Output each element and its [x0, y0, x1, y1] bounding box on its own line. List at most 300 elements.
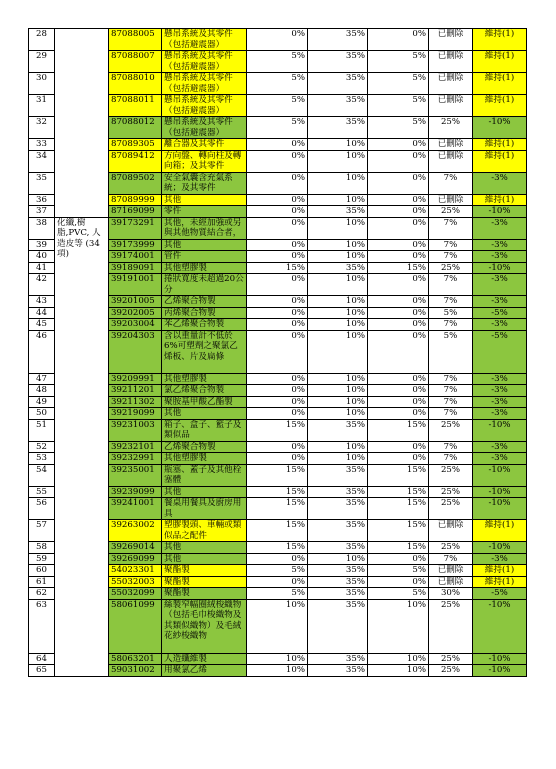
rate-d: 25% [429, 542, 473, 554]
row-number: 61 [29, 576, 55, 588]
rate-a: 0% [247, 239, 308, 251]
rate-b: 35% [308, 51, 368, 73]
rate-c: 5% [368, 51, 429, 73]
rate-change: -10% [473, 464, 527, 486]
row-number: 51 [29, 419, 55, 441]
tariff-code: 39231003 [109, 419, 162, 441]
rate-c: 15% [368, 464, 429, 486]
rate-c: 0% [368, 150, 429, 172]
item-description: 其他塑膠製 [162, 262, 247, 274]
rate-b: 10% [308, 239, 368, 251]
row-number: 39 [29, 239, 55, 251]
rate-d: 5% [429, 330, 473, 373]
rate-d: 已刪除 [429, 150, 473, 172]
rate-a: 5% [247, 588, 308, 600]
rate-change: -3% [473, 396, 527, 408]
rate-a: 15% [247, 498, 308, 520]
rate-c: 5% [368, 588, 429, 600]
tariff-code: 87089412 [109, 150, 162, 172]
rate-change: -10% [473, 486, 527, 498]
rate-d: 25% [429, 599, 473, 653]
rate-d: 7% [429, 553, 473, 565]
rate-change: 維持(1) [473, 520, 527, 542]
rate-c: 0% [368, 330, 429, 373]
rate-a: 0% [247, 296, 308, 308]
rate-c: 0% [368, 139, 429, 151]
rate-change: 維持(1) [473, 150, 527, 172]
rate-a: 0% [247, 441, 308, 453]
rate-c: 15% [368, 486, 429, 498]
rate-a: 15% [247, 464, 308, 486]
rate-change: 維持(1) [473, 194, 527, 206]
tariff-code: 55032003 [109, 576, 162, 588]
rate-a: 15% [247, 419, 308, 441]
rate-c: 0% [368, 396, 429, 408]
rate-a: 0% [247, 150, 308, 172]
rate-b: 35% [308, 565, 368, 577]
category-cell-blank [55, 29, 109, 218]
tariff-code: 58063201 [109, 653, 162, 665]
rate-a: 0% [247, 251, 308, 263]
item-description: 安全氣囊含充氣系統；及其零件 [162, 172, 247, 194]
tariff-code: 39232101 [109, 441, 162, 453]
rate-b: 10% [308, 296, 368, 308]
tariff-code: 39211302 [109, 396, 162, 408]
rate-b: 10% [308, 139, 368, 151]
row-number: 52 [29, 441, 55, 453]
rate-b: 35% [308, 542, 368, 554]
tariff-code: 39174001 [109, 251, 162, 263]
row-number: 54 [29, 464, 55, 486]
item-description: 其他塑膠製 [162, 373, 247, 385]
rate-change: -5% [473, 307, 527, 319]
rate-d: 已刪除 [429, 29, 473, 51]
row-number: 35 [29, 172, 55, 194]
item-description: 管件 [162, 251, 247, 263]
rate-change: -3% [473, 385, 527, 397]
rate-b: 10% [308, 217, 368, 239]
rate-a: 15% [247, 520, 308, 542]
row-number: 53 [29, 453, 55, 465]
rate-d: 已刪除 [429, 51, 473, 73]
rate-change: -10% [473, 262, 527, 274]
rate-a: 0% [247, 194, 308, 206]
rate-d: 5% [429, 307, 473, 319]
rate-c: 0% [368, 453, 429, 465]
rate-c: 15% [368, 262, 429, 274]
rate-a: 10% [247, 653, 308, 665]
rate-d: 25% [429, 665, 473, 677]
rate-d: 7% [429, 217, 473, 239]
rate-d: 已刪除 [429, 73, 473, 95]
rate-d: 25% [429, 419, 473, 441]
rate-a: 0% [247, 385, 308, 397]
row-number: 43 [29, 296, 55, 308]
rate-c: 15% [368, 520, 429, 542]
rate-b: 35% [308, 29, 368, 51]
rate-c: 10% [368, 653, 429, 665]
rate-a: 5% [247, 565, 308, 577]
row-number: 49 [29, 396, 55, 408]
rate-b: 35% [308, 498, 368, 520]
item-description: 氯乙烯聚合物製 [162, 385, 247, 397]
rate-a: 15% [247, 486, 308, 498]
rate-a: 0% [247, 396, 308, 408]
rate-d: 7% [429, 172, 473, 194]
row-number: 46 [29, 330, 55, 373]
rate-change: 維持(1) [473, 95, 527, 117]
row-number: 48 [29, 385, 55, 397]
item-description: 離合器及其零件 [162, 139, 247, 151]
item-description: 聚酯製 [162, 565, 247, 577]
row-number: 30 [29, 73, 55, 95]
rate-change: -3% [473, 251, 527, 263]
rate-b: 35% [308, 464, 368, 486]
rate-b: 10% [308, 307, 368, 319]
row-number: 37 [29, 206, 55, 218]
rate-b: 35% [308, 653, 368, 665]
rate-b: 10% [308, 396, 368, 408]
tariff-code: 59031002 [109, 665, 162, 677]
row-number: 64 [29, 653, 55, 665]
tariff-code: 87169099 [109, 206, 162, 218]
item-description: 絲製窄幅圈絨梭織物（包括毛巾梭織物及其類似織物）及毛絨花紗梭織物 [162, 599, 247, 653]
tariff-code: 39235001 [109, 464, 162, 486]
tariff-code: 87088007 [109, 51, 162, 73]
rate-a: 10% [247, 665, 308, 677]
rate-change: 維持(1) [473, 576, 527, 588]
row-number: 41 [29, 262, 55, 274]
rate-c: 0% [368, 319, 429, 331]
rate-b: 10% [308, 274, 368, 296]
rate-d: 25% [429, 262, 473, 274]
rate-d: 已刪除 [429, 194, 473, 206]
rate-b: 35% [308, 206, 368, 218]
row-number: 44 [29, 307, 55, 319]
row-number: 55 [29, 486, 55, 498]
tariff-code: 55032099 [109, 588, 162, 600]
rate-change: -10% [473, 599, 527, 653]
rate-change: -3% [473, 553, 527, 565]
rate-c: 0% [368, 274, 429, 296]
rate-change: -3% [473, 239, 527, 251]
tariff-code: 39202005 [109, 307, 162, 319]
rate-b: 35% [308, 95, 368, 117]
rate-change: -10% [473, 665, 527, 677]
tariff-code: 39219099 [109, 408, 162, 420]
tariff-table [28, 28, 527, 677]
tariff-code: 39209991 [109, 373, 162, 385]
item-description: 其他 [162, 194, 247, 206]
rate-change: -3% [473, 296, 527, 308]
row-number: 57 [29, 520, 55, 542]
rate-change: 維持(1) [473, 73, 527, 95]
rate-change: -3% [473, 408, 527, 420]
category-cell: 化纖,樹脂,PVC, 人造皮等 (34項) [55, 217, 109, 676]
tariff-code: 39211201 [109, 385, 162, 397]
rate-b: 35% [308, 588, 368, 600]
tariff-code: 39269014 [109, 542, 162, 554]
tariff-code: 39173291 [109, 217, 162, 239]
rate-d: 25% [429, 206, 473, 218]
item-description: 含以重量計不低於6%可塑劑之聚氯乙烯板、片及扁條 [162, 330, 247, 373]
row-number: 60 [29, 565, 55, 577]
rate-change: -3% [473, 373, 527, 385]
rate-d: 7% [429, 251, 473, 263]
rate-b: 10% [308, 373, 368, 385]
rate-d: 25% [429, 117, 473, 139]
tariff-code: 87088012 [109, 117, 162, 139]
rate-c: 0% [368, 441, 429, 453]
item-description: 懸吊系統及其零件（包括避震器） [162, 117, 247, 139]
rate-c: 0% [368, 217, 429, 239]
row-number: 32 [29, 117, 55, 139]
rate-d: 25% [429, 464, 473, 486]
item-description: 用聚氯乙烯 [162, 665, 247, 677]
rate-b: 35% [308, 599, 368, 653]
rate-c: 0% [368, 408, 429, 420]
rate-d: 7% [429, 239, 473, 251]
tariff-code: 39204303 [109, 330, 162, 373]
rate-b: 10% [308, 408, 368, 420]
tariff-code: 39173999 [109, 239, 162, 251]
tariff-code: 87088011 [109, 95, 162, 117]
rate-c: 5% [368, 117, 429, 139]
rate-a: 0% [247, 408, 308, 420]
tariff-code: 39203004 [109, 319, 162, 331]
rate-a: 0% [247, 217, 308, 239]
item-description: 苯乙烯聚合物製 [162, 319, 247, 331]
item-description: 瓶塞、蓋子及其他栓塞體 [162, 464, 247, 486]
item-description: 其他 [162, 239, 247, 251]
rate-b: 10% [308, 319, 368, 331]
row-number: 31 [29, 95, 55, 117]
rate-b: 35% [308, 419, 368, 441]
rate-a: 10% [247, 599, 308, 653]
rate-c: 15% [368, 419, 429, 441]
tariff-code: 39269099 [109, 553, 162, 565]
row-number: 29 [29, 51, 55, 73]
rate-d: 已刪除 [429, 95, 473, 117]
tariff-code: 54023301 [109, 565, 162, 577]
rate-b: 35% [308, 117, 368, 139]
item-description: 其他塑膠製 [162, 453, 247, 465]
table-body [29, 29, 527, 677]
row-number: 28 [29, 29, 55, 51]
item-description: 其他 [162, 542, 247, 554]
rate-b: 35% [308, 576, 368, 588]
item-description: 箱子、盒子、籃子及類似品 [162, 419, 247, 441]
rate-change: 維持(1) [473, 139, 527, 151]
rate-a: 0% [247, 274, 308, 296]
rate-change: -10% [473, 498, 527, 520]
rate-b: 35% [308, 665, 368, 677]
tariff-code: 87089999 [109, 194, 162, 206]
rate-c: 10% [368, 599, 429, 653]
rate-a: 5% [247, 73, 308, 95]
row-number: 63 [29, 599, 55, 653]
rate-d: 7% [429, 373, 473, 385]
rate-d: 7% [429, 385, 473, 397]
rate-a: 0% [247, 319, 308, 331]
rate-a: 0% [247, 373, 308, 385]
item-description: 懸吊系統及其零件（包括避震器） [162, 73, 247, 95]
tariff-code: 87089305 [109, 139, 162, 151]
rate-b: 10% [308, 441, 368, 453]
rate-a: 15% [247, 262, 308, 274]
tariff-code: 87088010 [109, 73, 162, 95]
rate-b: 10% [308, 385, 368, 397]
rate-d: 已刪除 [429, 565, 473, 577]
rate-d: 7% [429, 296, 473, 308]
rate-change: -3% [473, 441, 527, 453]
table-row [29, 29, 527, 51]
rate-change: -10% [473, 653, 527, 665]
rate-c: 0% [368, 373, 429, 385]
item-description: 其他 [162, 553, 247, 565]
item-description: 懸吊系統及其零件（包括避震器） [162, 51, 247, 73]
rate-d: 25% [429, 498, 473, 520]
row-number: 45 [29, 319, 55, 331]
item-description: 捲狀寬度未超過20公分 [162, 274, 247, 296]
item-description: 聚酯製 [162, 588, 247, 600]
tariff-code: 39232991 [109, 453, 162, 465]
item-description: 乙烯聚合物製 [162, 441, 247, 453]
rate-c: 0% [368, 307, 429, 319]
tariff-code: 87089502 [109, 172, 162, 194]
tariff-code: 39189091 [109, 262, 162, 274]
item-description: 其他 [162, 486, 247, 498]
row-number: 58 [29, 542, 55, 554]
rate-change: -10% [473, 117, 527, 139]
row-number: 34 [29, 150, 55, 172]
rate-c: 10% [368, 665, 429, 677]
row-number: 38 [29, 217, 55, 239]
rate-change: -3% [473, 319, 527, 331]
rate-d: 30% [429, 588, 473, 600]
rate-a: 0% [247, 29, 308, 51]
rate-b: 10% [308, 172, 368, 194]
rate-change: -5% [473, 588, 527, 600]
rate-a: 0% [247, 172, 308, 194]
item-description: 懸吊系統及其零件（包括避震器） [162, 95, 247, 117]
rate-a: 0% [247, 330, 308, 373]
rate-d: 25% [429, 486, 473, 498]
row-number: 56 [29, 498, 55, 520]
rate-b: 10% [308, 553, 368, 565]
rate-c: 15% [368, 542, 429, 554]
rate-change: 維持(1) [473, 51, 527, 73]
item-description: 方向盤、轉向柱及轉向箱；及其零件 [162, 150, 247, 172]
row-number: 40 [29, 251, 55, 263]
item-description: 丙烯聚合物製 [162, 307, 247, 319]
rate-c: 0% [368, 194, 429, 206]
rate-change: 維持(1) [473, 565, 527, 577]
rate-b: 35% [308, 520, 368, 542]
rate-d: 已刪除 [429, 139, 473, 151]
rate-c: 5% [368, 73, 429, 95]
item-description: 乙烯聚合物製 [162, 296, 247, 308]
rate-c: 0% [368, 385, 429, 397]
rate-b: 35% [308, 73, 368, 95]
tariff-code: 39263002 [109, 520, 162, 542]
row-number: 62 [29, 588, 55, 600]
rate-a: 0% [247, 139, 308, 151]
row-number: 42 [29, 274, 55, 296]
rate-a: 0% [247, 307, 308, 319]
rate-b: 10% [308, 330, 368, 373]
tariff-code: 39241001 [109, 498, 162, 520]
rate-c: 0% [368, 576, 429, 588]
rate-b: 10% [308, 251, 368, 263]
rate-change: -3% [473, 274, 527, 296]
rate-change: 維持(1) [473, 29, 527, 51]
rate-d: 7% [429, 274, 473, 296]
rate-change: -5% [473, 330, 527, 373]
tariff-code: 39201005 [109, 296, 162, 308]
item-description: 零件 [162, 206, 247, 218]
rate-change: -10% [473, 542, 527, 554]
rate-d: 7% [429, 441, 473, 453]
rate-a: 0% [247, 453, 308, 465]
item-description: 懸吊系統及其零件（包括避震器） [162, 29, 247, 51]
rate-d: 7% [429, 319, 473, 331]
table-row [29, 217, 527, 239]
row-number: 59 [29, 553, 55, 565]
rate-b: 10% [308, 194, 368, 206]
rate-c: 5% [368, 565, 429, 577]
rate-c: 15% [368, 498, 429, 520]
rate-c: 0% [368, 251, 429, 263]
rate-change: -3% [473, 217, 527, 239]
rate-d: 7% [429, 453, 473, 465]
rate-change: -3% [473, 172, 527, 194]
rate-c: 0% [368, 296, 429, 308]
rate-b: 10% [308, 453, 368, 465]
rate-b: 35% [308, 486, 368, 498]
rate-a: 5% [247, 95, 308, 117]
rate-c: 0% [368, 172, 429, 194]
rate-d: 已刪除 [429, 576, 473, 588]
item-description: 其他，未經加強或另與其他物質結合者， [162, 217, 247, 239]
item-description: 其他 [162, 408, 247, 420]
rate-change: -10% [473, 206, 527, 218]
row-number: 47 [29, 373, 55, 385]
rate-b: 10% [308, 150, 368, 172]
tariff-code: 58061099 [109, 599, 162, 653]
item-description: 聚酯製 [162, 576, 247, 588]
item-description: 塑膠製頭、車輛或類似品之配件 [162, 520, 247, 542]
rate-d: 25% [429, 653, 473, 665]
tariff-code: 39239099 [109, 486, 162, 498]
row-number: 50 [29, 408, 55, 420]
row-number: 36 [29, 194, 55, 206]
rate-c: 0% [368, 206, 429, 218]
rate-a: 0% [247, 553, 308, 565]
rate-c: 0% [368, 239, 429, 251]
item-description: 餐桌用餐具及廚房用具 [162, 498, 247, 520]
row-number: 65 [29, 665, 55, 677]
rate-a: 5% [247, 51, 308, 73]
rate-change: -10% [473, 419, 527, 441]
item-description: 聚胺基甲酸乙酯製 [162, 396, 247, 408]
item-description: 人造纖維製 [162, 653, 247, 665]
rate-d: 7% [429, 396, 473, 408]
rate-a: 5% [247, 117, 308, 139]
rate-c: 5% [368, 95, 429, 117]
rate-a: 0% [247, 576, 308, 588]
rate-c: 0% [368, 553, 429, 565]
